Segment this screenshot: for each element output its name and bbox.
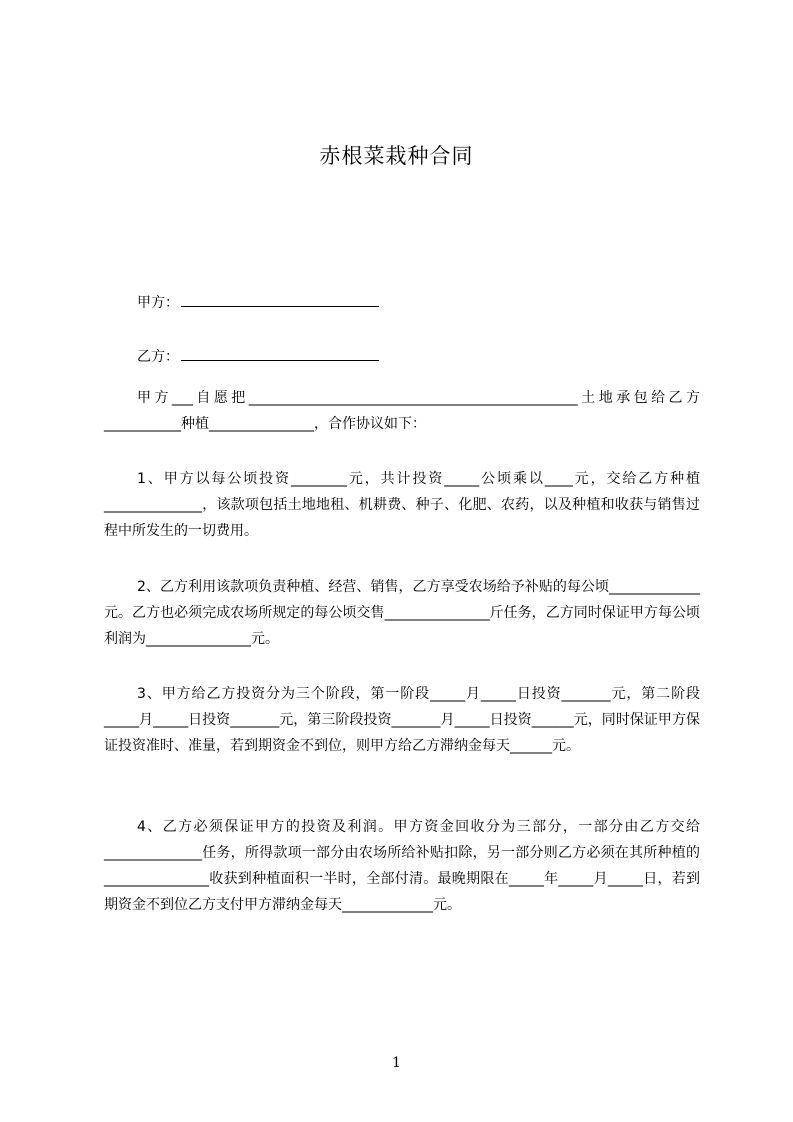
intro-paragraph: 甲方___自愿把_______________________________________________土地承包给乙方___________种植_______________，合作协议如下：	[104, 390, 700, 432]
party-a-line	[137, 292, 379, 313]
party-b-line	[137, 346, 379, 367]
clause-3: 3、甲方给乙方投资分为三个阶段，第一阶段_____月_____日投资_______元，第二阶段_____月_____日投资_______元，第三阶段投资_______月_____日投资______元，同时保证甲方保证投资准时、准量，若到期资金不到位，则甲方给乙方滞纳金每天______元。	[104, 686, 700, 754]
party-a-blank	[181, 292, 379, 307]
party-a-label: 甲方：	[137, 295, 179, 311]
clause-2: 2、乙方利用该款项负责种植、经营、销售，乙方享受农场给予补贴的每公顷_____________元。乙方也必须完成农场所规定的每公顷交售_______________斤任务，乙方同时保证甲方每公顷利润为_______________元。	[104, 579, 700, 647]
page-number: 1	[392, 1055, 401, 1071]
page-title: 赤根菜栽种合同	[319, 144, 474, 168]
party-b-blank	[181, 346, 379, 361]
party-b-label: 乙方：	[137, 349, 179, 365]
clause-1: 1、甲方以每公顷投资________元，共计投资_____公顷乘以____元，交给乙方种植______________，该款项包括土地地租、机耕费、种子、化肥、农药，以及种植和收获与销售过程中所发生的一切费用。	[104, 471, 700, 539]
clause-4: 4、乙方必须保证甲方的投资及利润。甲方资金回收分为三部分，一部分由乙方交给______________任务，所得款项一部分由农场所给补贴扣除，另一部分则乙方必须在其所种植的_______________收获到种植面积一半时，全部付清。最晚期限在_____年_____月_____日，若到期资金不到位乙方支付甲方滞纳金每天_____________元。	[104, 819, 700, 913]
